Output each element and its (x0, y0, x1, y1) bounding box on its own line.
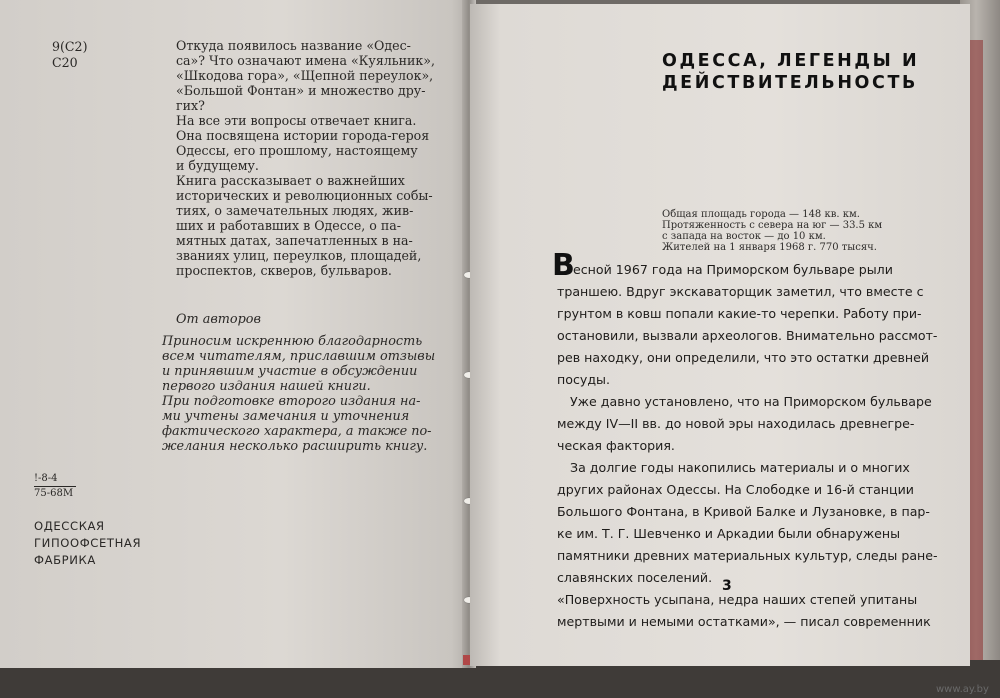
authors-line: Приносим искреннюю благодарность (162, 334, 423, 349)
body-line: других районах Одессы. На Слободке и 16-й станции (557, 482, 914, 497)
intro-line: Одессы, его прошлому, настоящему (176, 143, 418, 158)
watermark: www.ay.by (936, 684, 989, 695)
printer-line: ФАБРИКА (34, 553, 96, 567)
catalog-code-2: С20 (52, 55, 78, 70)
chapter-title-line-1: ОДЕССА, ЛЕГЕНДЫ И (662, 51, 920, 71)
authors-line: и принявшим участие в обсуждении (162, 364, 418, 379)
body-line: «Поверхность усыпана, недра наших степей упитаны (557, 592, 918, 607)
city-fact: Жителей на 1 января 1968 г. 770 тысяч. (662, 242, 877, 253)
intro-line: «Большой Фонтан» и множество дру- (176, 83, 426, 98)
body-line: есной 1967 года на Приморском бульваре рыли (573, 262, 893, 277)
intro-line: и будущему. (176, 158, 259, 173)
intro-line: «Шкодова гора», «Щепной переулок», (176, 68, 434, 83)
chapter-title-line-2: ДЕЙСТВИТЕЛЬНОСТЬ (662, 73, 918, 93)
catalog-code-1: 9(С2) (52, 39, 88, 54)
body-line: Уже давно установлено, что на Приморском бульваре (570, 394, 932, 409)
body-line: За долгие годы накопились материалы и о многих (570, 460, 910, 475)
intro-line: На все эти вопросы отвечает книга. (176, 113, 417, 128)
city-fact: Общая площадь города — 148 кв. км. (662, 209, 860, 220)
authors-line: ми учтены замечания и уточнения (162, 409, 410, 424)
body-line: между IV—II вв. до новой эры находилась древнегре- (557, 416, 915, 431)
body-line: славянских поселений. (557, 570, 713, 585)
intro-line: гих? (176, 98, 205, 113)
page-number: 3 (722, 578, 732, 594)
intro-line: мятных датах, запечатленных в на- (176, 233, 413, 248)
intro-line: Она посвящена истории города-героя (176, 128, 430, 143)
body-line: траншею. Вдруг экскаваторщик заметил, что вместе с (557, 284, 924, 299)
body-line: рев находку, они определили, что это остатки древней (557, 350, 930, 365)
body-line: памятники древних материальных культур, следы ране- (557, 548, 938, 563)
printer-line: ОДЕССКАЯ (34, 519, 105, 533)
city-fact: с запада на восток — до 10 км. (662, 231, 826, 242)
left-page (0, 0, 470, 668)
fraction-top: !-8-4 (34, 473, 58, 484)
body-line: мертвыми и немыми остатками», — писал современник (557, 614, 931, 629)
printer-line: ГИПООФСЕТНАЯ (34, 536, 142, 550)
intro-line: званиях улиц, переулков, площадей, (176, 248, 422, 263)
drop-cap: В (552, 248, 575, 283)
intro-line: Книга рассказывает о важнейших (176, 173, 405, 188)
authors-line: желания несколько расширить книгу. (162, 439, 428, 454)
body-line: посуды. (557, 372, 610, 387)
authors-line: первого издания нашей книги. (162, 379, 371, 394)
intro-line: ших и работавших в Одессе, о па- (176, 218, 402, 233)
intro-line: Откуда появилось название «Одес- (176, 38, 411, 53)
authors-heading: От авторов (176, 312, 261, 327)
city-fact: Протяженность с севера на юг — 33.5 км (662, 220, 883, 231)
authors-line: фактического характера, а также по- (162, 424, 432, 439)
intro-line: са»? Что означают имена «Куяльник», (176, 53, 436, 68)
fraction-line (34, 486, 76, 487)
body-line: ке им. Т. Г. Шевченко и Аркадии были обнаружены (557, 526, 901, 541)
body-line: ческая фактория. (557, 438, 675, 453)
authors-line: При подготовке второго издания на- (162, 394, 421, 409)
intro-line: исторических и революционных собы- (176, 188, 433, 203)
intro-line: проспектов, скверов, бульваров. (176, 263, 392, 278)
fraction-bottom: 75-68М (34, 488, 74, 499)
body-line: грунтом в ковш попали какие-то черепки. Работу при- (557, 306, 922, 321)
authors-line: всем читателям, приславшим отзывы (162, 349, 436, 364)
body-line: Большого Фонтана, в Кривой Балке и Лузановке, в пар- (557, 504, 930, 519)
intro-line: тиях, о замечательных людях, жив- (176, 203, 414, 218)
right-page (470, 4, 970, 666)
body-line: остановили, вызвали археологов. Внимательно рассмот- (557, 328, 938, 343)
